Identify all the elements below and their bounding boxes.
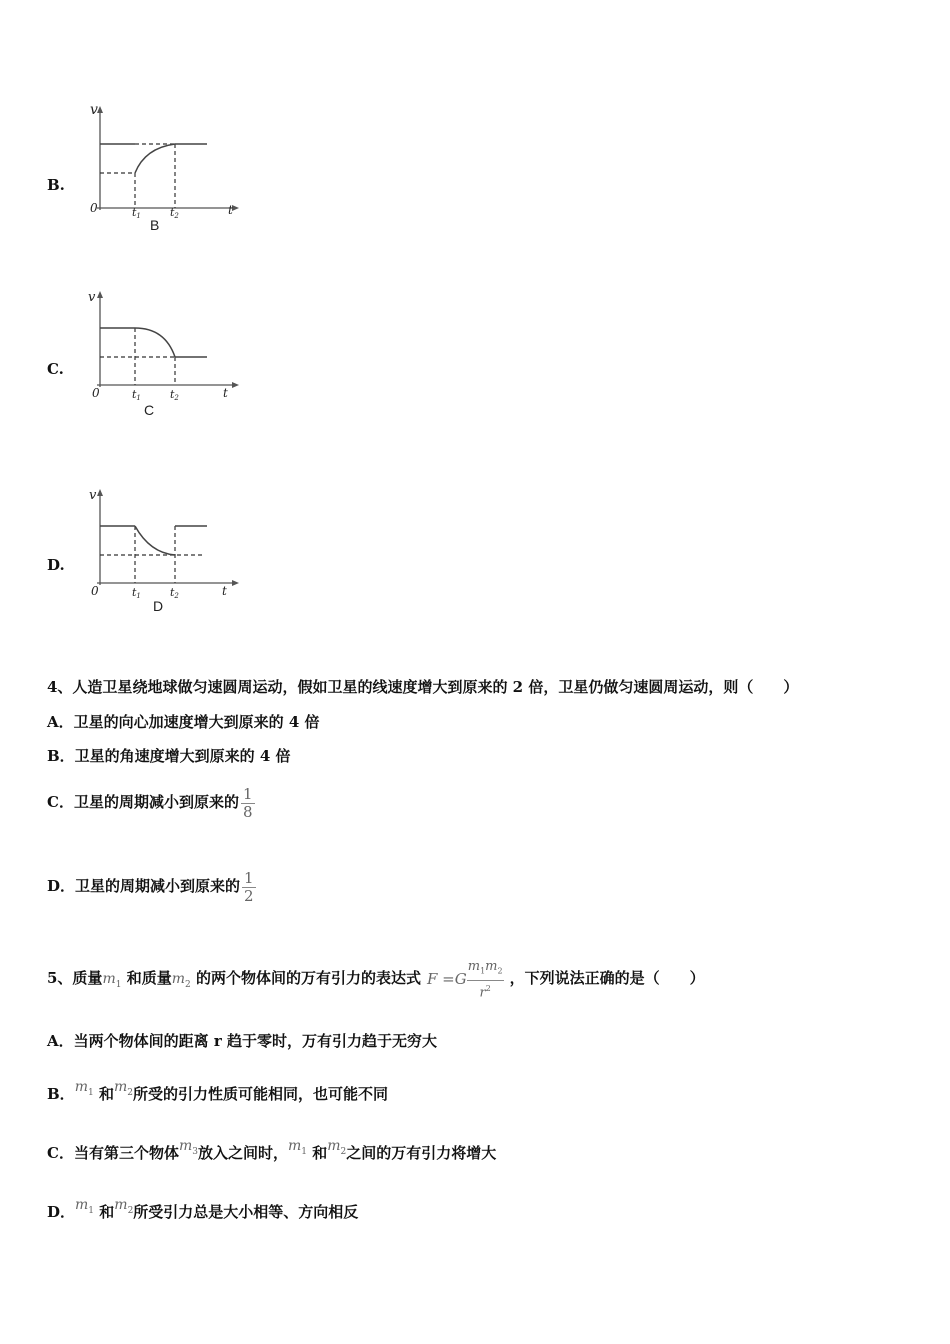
graph-d-v-arrow: [97, 489, 103, 496]
q5-option-a: A．当两个物体间的距离 r 趋于零时，万有引力趋于无穷大: [47, 1032, 437, 1050]
graph-b-v-label: v: [90, 102, 98, 118]
q5-option-c: C．当有第三个物体$m_3$放入之间时，$m_1$ 和$m_2$之间的万有引力将增大: [47, 1138, 497, 1162]
option-b-label: B.: [47, 176, 65, 194]
graph-c-t2: t2: [170, 388, 179, 402]
graph-b-origin: 0: [90, 201, 98, 215]
graph-c-caption: C: [144, 402, 155, 418]
q4-option-c: [47, 784, 255, 821]
graph-b-t2: t2: [170, 206, 179, 220]
graph-b-t-label: t: [228, 203, 233, 217]
q5-option-b: B．$m_1$ 和$m_2$所受的引力性质可能相同，也可能不同: [47, 1079, 388, 1103]
graph-d-t-arrow: [232, 580, 239, 586]
graph-d-caption: D: [153, 598, 164, 614]
graph-d-v-label: v: [89, 488, 97, 503]
graph-c-v-arrow: [97, 291, 103, 298]
q5-c-m2: $m_2$: [327, 1138, 347, 1157]
q4-option-c-text: C．卫星的周期减小到原来的: [47, 793, 239, 811]
graph-c-origin: 0: [92, 386, 100, 400]
graph-d-t2: t2: [170, 586, 179, 600]
graph-b: [85, 98, 245, 238]
q5-c-m3: $m_3$: [178, 1138, 198, 1157]
graph-b-curve-2: [135, 144, 175, 173]
graph-c: [85, 285, 245, 425]
graph-d-curve-2: [135, 526, 175, 555]
q5-c-m1: $m_1$: [287, 1138, 307, 1157]
graph-d-origin: 0: [91, 584, 99, 598]
q5-option-d: D．$m_1$ 和$m_2$所受引力总是大小相等、方向相反: [47, 1197, 359, 1221]
graph-c-t-arrow: [232, 382, 239, 388]
q5-d-m2: $m_2$: [114, 1197, 134, 1216]
q5-b-m2: $m_2$: [113, 1079, 133, 1098]
graph-b-t-arrow: [232, 205, 239, 211]
q4-option-d-text: D．卫星的周期减小到原来的: [47, 877, 241, 895]
q5-m2: $m_2$: [171, 971, 191, 990]
q5-m1: $m_1$: [102, 971, 122, 990]
q4-stem: 4、人造卫星绕地球做匀速圆周运动，假如卫星的线速度增大到原来的 2 倍，卫星仍做匀速圆周运动，则（ ）: [47, 678, 799, 696]
graph-d: [85, 483, 245, 623]
q4-option-d-fraction: $\frac{1}{2}$: [244, 868, 254, 905]
q4-option-d: [47, 868, 256, 905]
graph-d-t-label: t: [222, 584, 227, 598]
q5-stem: 5、质量$m_1$ 和质量$m_2$ 的两个物体间的万有引力的表达式 F =G $\frac{m_1m_2}{r^2}$ ，下列说法正确的是（ ）: [47, 956, 705, 1007]
q4-option-c-fraction: $\frac{1}{8}$: [242, 784, 253, 821]
option-c-label: C.: [47, 360, 64, 378]
q5-d-m1: $m_1$: [75, 1197, 95, 1216]
graph-d-t1: t1: [132, 586, 141, 600]
option-d-label: D.: [47, 556, 65, 574]
q4-option-b: B．卫星的角速度增大到原来的 4 倍: [47, 747, 291, 765]
graph-c-t1: t1: [132, 388, 141, 402]
graph-c-curve-2: [135, 328, 175, 357]
graph-b-caption: B: [150, 217, 160, 233]
q5-formula: F =G $\frac{m_1m_2}{r^2}$: [426, 959, 503, 1000]
graph-c-t-label: t: [223, 386, 228, 400]
q4-option-a: A．卫星的向心加速度增大到原来的 4 倍: [47, 713, 320, 731]
graph-c-v-label: v: [88, 290, 96, 305]
graph-b-t1: t1: [132, 206, 141, 220]
q5-b-m1: $m_1$: [74, 1079, 94, 1098]
